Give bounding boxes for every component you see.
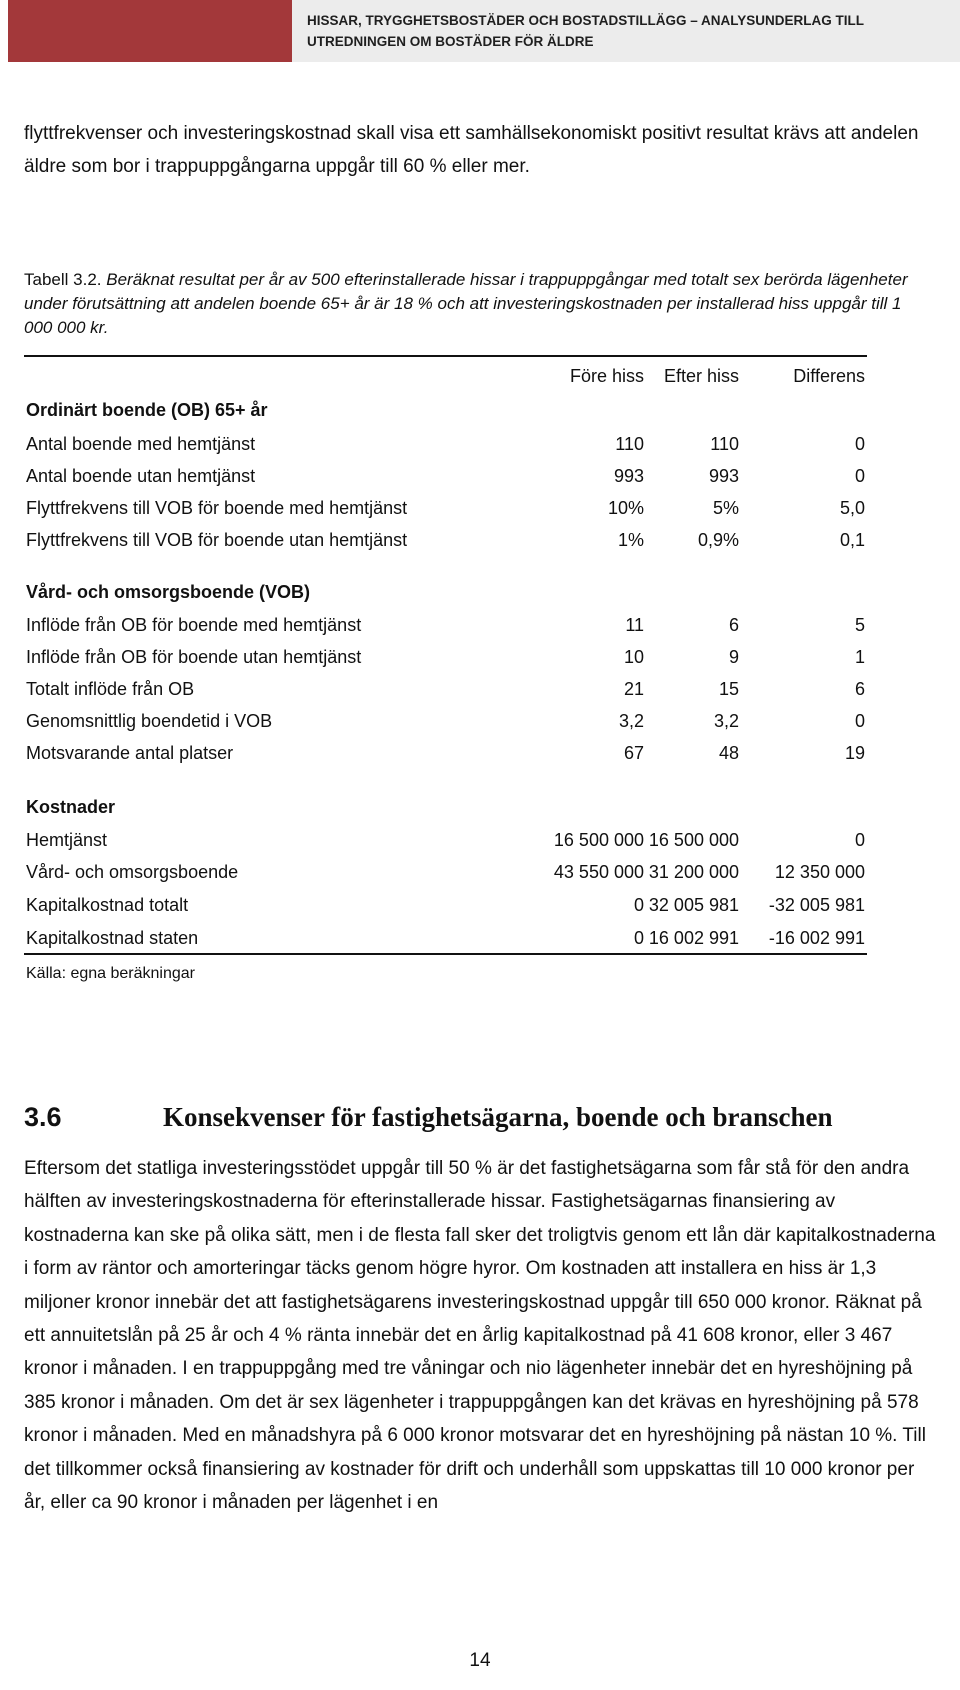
value-before: 993 (613, 466, 644, 486)
table-row (24, 895, 867, 925)
value-difference: 0 (854, 830, 865, 850)
section-title: Ordinärt boende (OB) 65+ år (26, 400, 268, 420)
row-label: Kapitalkostnad staten (26, 928, 199, 948)
running-header-line-1: HISSAR, TRYGGHETSBOSTÄDER OCH BOSTADSTILLÄGG – ANALYSUNDERLAG TILL (307, 13, 865, 28)
value-difference: 5 (854, 615, 865, 635)
value-difference: 19 (844, 743, 865, 763)
header-color-band (8, 0, 292, 62)
table-source-note: Källa: egna beräkningar (26, 965, 196, 982)
row-label: Inflöde från OB för boende utan hemtjänst (26, 647, 362, 667)
table-row (24, 711, 867, 741)
value-difference: 0 (854, 434, 865, 454)
table-row (24, 615, 867, 645)
section-title: Vård- och omsorgsboende (VOB) (26, 582, 311, 602)
page-number: 14 (469, 1650, 491, 1671)
row-label: Vård- och omsorgsboende (26, 862, 239, 882)
table-section-heading (24, 400, 867, 430)
table-row (24, 498, 867, 528)
value-difference: 0 (854, 466, 865, 486)
table-row (24, 434, 867, 464)
table-section-heading (24, 582, 867, 612)
value-after: 5% (712, 498, 739, 518)
section-title: Kostnader (26, 797, 116, 817)
row-label: Genomsnittlig boendetid i VOB (26, 711, 273, 731)
table-caption-text: Beräknat resultat per år av 500 efterinstallerade hissar i trappuppgångar med totalt sex berörda lägenheter under förutsättning att andelen boende 65+ år är 18 % och att investeringskostnaden per installerad hiss uppgår till 1 000 000 kr. (24, 270, 908, 337)
row-label: Antal boende med hemtjänst (26, 434, 256, 454)
value-after: 6 (728, 615, 739, 635)
running-header-line-2: UTREDNINGEN OM BOSTÄDER FÖR ÄLDRE (307, 34, 594, 49)
value-difference: 5,0 (839, 498, 865, 518)
value-before: 67 (623, 743, 644, 763)
table-row (24, 862, 867, 892)
value-before: 0 (633, 928, 644, 948)
value-after: 32 005 981 (648, 895, 739, 915)
value-difference: 0,1 (839, 530, 865, 550)
value-after: 993 (708, 466, 739, 486)
section-number: 3.6 (24, 1102, 62, 1132)
value-difference: 1 (854, 647, 865, 667)
value-before: 10 (623, 647, 644, 667)
value-before: 21 (623, 679, 644, 699)
value-difference: 6 (854, 679, 865, 699)
row-label: Antal boende utan hemtjänst (26, 466, 256, 486)
value-before: 0 (633, 895, 644, 915)
section-heading (24, 1102, 936, 1142)
row-label: Totalt inflöde från OB (26, 679, 195, 699)
value-difference: 12 350 000 (774, 862, 865, 882)
row-label: Hemtjänst (26, 830, 108, 850)
value-before: 1% (617, 530, 644, 550)
value-after: 3,2 (713, 711, 739, 731)
table-row (24, 743, 867, 773)
row-label: Flyttfrekvens till VOB för boende utan hemtjänst (26, 530, 408, 550)
table-row (24, 647, 867, 677)
section-title-text: Konsekvenser för fastighetsägarna, boende och branschen (163, 1102, 833, 1132)
table-row (24, 830, 867, 860)
table-caption-label: Tabell 3.2. (24, 270, 102, 289)
value-after: 16 500 000 (648, 830, 739, 850)
table-row (24, 679, 867, 709)
running-header (307, 10, 947, 52)
value-before: 3,2 (618, 711, 644, 731)
row-label: Kapitalkostnad totalt (26, 895, 189, 915)
value-before: 10% (607, 498, 644, 518)
table-bottom-rule (24, 953, 867, 955)
value-after: 110 (710, 434, 739, 454)
value-after: 9 (728, 647, 739, 667)
table-row (24, 530, 867, 560)
value-after: 31 200 000 (648, 862, 739, 882)
table-row (24, 466, 867, 496)
body-paragraph: Eftersom det statliga investeringsstödet uppgår till 50 % är det fastighetsägarna som får stå för den andra hälften av investeringskostnaderna för efterinstallerade hissar. Fastighetsägarnas finansiering av kostnaderna kan ske på olika sätt, men i de flesta fall sker det troligtvis genom ett lån där kapitalkostnaderna i form av räntor och amorteringar täcks genom högre hyror. Om kostnaden att installera en hiss är 1,3 miljoner kronor innebär det att fastighetsägarens investeringskostnad uppgår till 650 000 kronor. Räknat på ett annuitetslån på 25 år och 4 % ränta innebär det en årlig kapitalkostnad på 41 608 kronor, eller 3 467 kronor i månaden. I en trappuppgång med tre våningar och nio lägenheter innebär det en hyreshöjning på 385 kronor i månaden. Om det är sex lägenheter i trappuppgången kan det krävas en hyreshöjning på 578 kronor i månaden. Med en månadshyra på 6 000 kronor motsvarar det en hyreshöjning på nästan 10 %. Till det tillkommer också finansiering av kostnader för drift och underhåll som uppskattas till 10 000 kronor per år, eller ca 90 kronor i månaden per lägenhet i en (24, 1158, 936, 1514)
intro-paragraph: flyttfrekvenser och investeringskostnad skall visa ett samhällsekonomiskt positivt resultat krävs att andelen äldre som bor i trappuppgångarna uppgår till 60 % eller mer. (24, 123, 919, 177)
row-label: Motsvarande antal platser (26, 743, 234, 763)
table-header-row (24, 366, 867, 396)
value-after: 15 (718, 679, 739, 699)
value-difference: -32 005 981 (768, 895, 865, 915)
table-top-rule (24, 355, 867, 357)
value-difference: 0 (854, 711, 865, 731)
value-after: 16 002 991 (648, 928, 739, 948)
value-before: 11 (625, 615, 644, 635)
table-caption (24, 268, 924, 340)
column-header-after: Efter hiss (663, 366, 739, 386)
table-section-heading (24, 797, 867, 827)
row-label: Inflöde från OB för boende med hemtjänst (26, 615, 362, 635)
value-after: 48 (718, 743, 739, 763)
row-label: Flyttfrekvens till VOB för boende med hemtjänst (26, 498, 408, 518)
value-after: 0,9% (697, 530, 739, 550)
value-difference: -16 002 991 (768, 928, 865, 948)
column-header-before: Före hiss (569, 366, 644, 386)
column-header-difference: Differens (793, 366, 865, 386)
value-before: 16 500 000 (553, 830, 644, 850)
value-before: 110 (615, 434, 644, 454)
value-before: 43 550 000 (553, 862, 644, 882)
